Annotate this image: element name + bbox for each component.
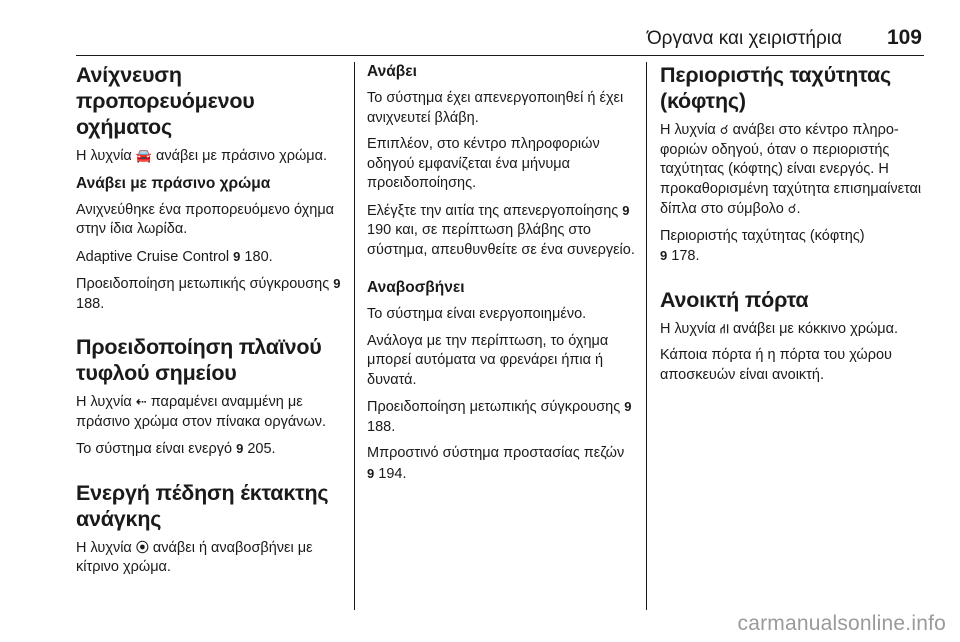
page-reference-icon: 9 xyxy=(660,248,668,263)
speed-limiter-icon: ☌ xyxy=(719,122,729,137)
paragraph-brake: Η λυχνία ⦿ ανάβει ή αναβοσβήνει με κίτρινο χρώμα. xyxy=(76,539,313,575)
paragraph-flash-4: Μπροστινό σύστημα προστασίας πεζών 9 194. xyxy=(367,445,625,482)
page-reference-icon: 9 xyxy=(233,248,241,264)
column-divider-1 xyxy=(354,62,355,610)
paragraph-on-3: Ελέγξτε την αιτία της απενεργοποίησης 9 190 και, σε περίπτωση βλάβης στο σύστημα, απευθυνθείτε σε ένα συνεργείο. xyxy=(367,202,635,258)
page-reference-icon: 9 xyxy=(624,399,632,414)
heading-blind-spot: Προειδοποίηση πλαϊνού τυφλού σημείου xyxy=(76,335,322,385)
chapter-title: Όργανα και χειριστήρια xyxy=(646,28,842,49)
paragraph-door-1: Η λυχνία ⛙ ανάβει με κόκκινο χρώμα. xyxy=(660,320,899,337)
page-reference-icon: 9 xyxy=(236,441,244,456)
blind-spot-icon: ⇠ xyxy=(135,394,147,409)
column-2 xyxy=(367,62,635,491)
column-divider-2 xyxy=(646,62,647,610)
page-reference-icon: 9 xyxy=(333,276,341,291)
paragraph-green-3: Προειδοποίηση μετωπικής σύγκρουσης 9 188. xyxy=(76,276,341,312)
page-number: 109 xyxy=(886,26,922,49)
heading-flashes: Αναβοσβήνει xyxy=(367,279,465,296)
page-header xyxy=(0,0,960,56)
paragraph-limiter-2: Περιοριστής ταχύτητας (κόφτης) 9 178. xyxy=(660,227,865,264)
heading-lights-green: Ανάβει με πράσινο χρώμα xyxy=(76,174,271,192)
paragraph-green-2: Adaptive Cruise Control 9 180. xyxy=(76,248,273,265)
page-reference-icon: 9 xyxy=(367,465,375,481)
emergency-brake-icon: ⦿ xyxy=(135,539,149,555)
vehicle-ahead-icon: 🚘 xyxy=(135,148,153,163)
column-3 xyxy=(660,62,930,392)
door-open-icon: ⛙ xyxy=(719,320,729,336)
heading-door-open: Ανοικτή πόρτα xyxy=(660,287,809,312)
paragraph-vehicle-lamp: Η λυχνία 🚘 ανάβει με πράσινο χρώμα. xyxy=(76,148,328,164)
paragraph-flash-1: Το σύστημα είναι ενεργοποιημένο. xyxy=(367,306,587,322)
paragraph-flash-3: Προειδοποίηση μετωπικής σύγκρουσης 9 188. xyxy=(367,399,632,435)
heading-lights-on: Ανάβει xyxy=(367,63,417,80)
watermark: carmanualsonline.info xyxy=(737,612,946,635)
paragraph-on-1: Το σύστημα έχει απενεργοποιηθεί ή έχει ανιχνευτεί βλάβη. xyxy=(367,90,624,126)
paragraph-limiter-1: Η λυχνία ☌ ανάβει στο κέντρο πληροφοριών οδηγού, όταν ο περιοριστής ταχύτητας (κόφτης) είναι ενεργός. Η προκαθορισμένη ταχύτητα επισημαίνεται δίπλα στο σύμβολο ☌. xyxy=(660,122,922,217)
header-rule xyxy=(76,55,924,56)
heading-emergency-braking: Ενεργή πέδηση έκτακτης ανάγκης xyxy=(76,480,329,531)
speed-limiter-icon: ☌ xyxy=(787,201,797,216)
paragraph-blind-2: Το σύστημα είναι ενεργό 9 205. xyxy=(76,441,276,457)
paragraph-green-1: Ανιχνεύθηκε ένα προπορευόμενο όχημα στην ίδια λωρίδα. xyxy=(76,201,335,237)
paragraph-on-2: Επιπλέον, στο κέντρο πληροφοριών οδηγού εμφανίζεται ένα μήνυμα προειδοποίησης. xyxy=(367,136,600,191)
paragraph-door-2: Κάποια πόρτα ή η πόρτα του χώρου αποσκευών είναι ανοικτή. xyxy=(660,347,892,383)
page-reference-icon: 9 xyxy=(622,202,630,218)
paragraph-flash-2: Ανάλογα με την περίπτωση, το όχημα μπορεί αυτόματα να φρενάρει ήπια ή δυνατά. xyxy=(367,332,609,388)
heading-speed-limiter: Περιοριστής ταχύτητας (κόφτης) xyxy=(660,63,892,113)
column-1 xyxy=(76,62,344,585)
heading-vehicle-detection: Ανίχνευση προπορευόμενου οχήματος xyxy=(76,63,255,139)
paragraph-blind-1: Η λυχνία ⇠ παραμένει αναμμένη με πράσινο χρώμα στον πίνακα οργάνων. xyxy=(76,394,327,430)
